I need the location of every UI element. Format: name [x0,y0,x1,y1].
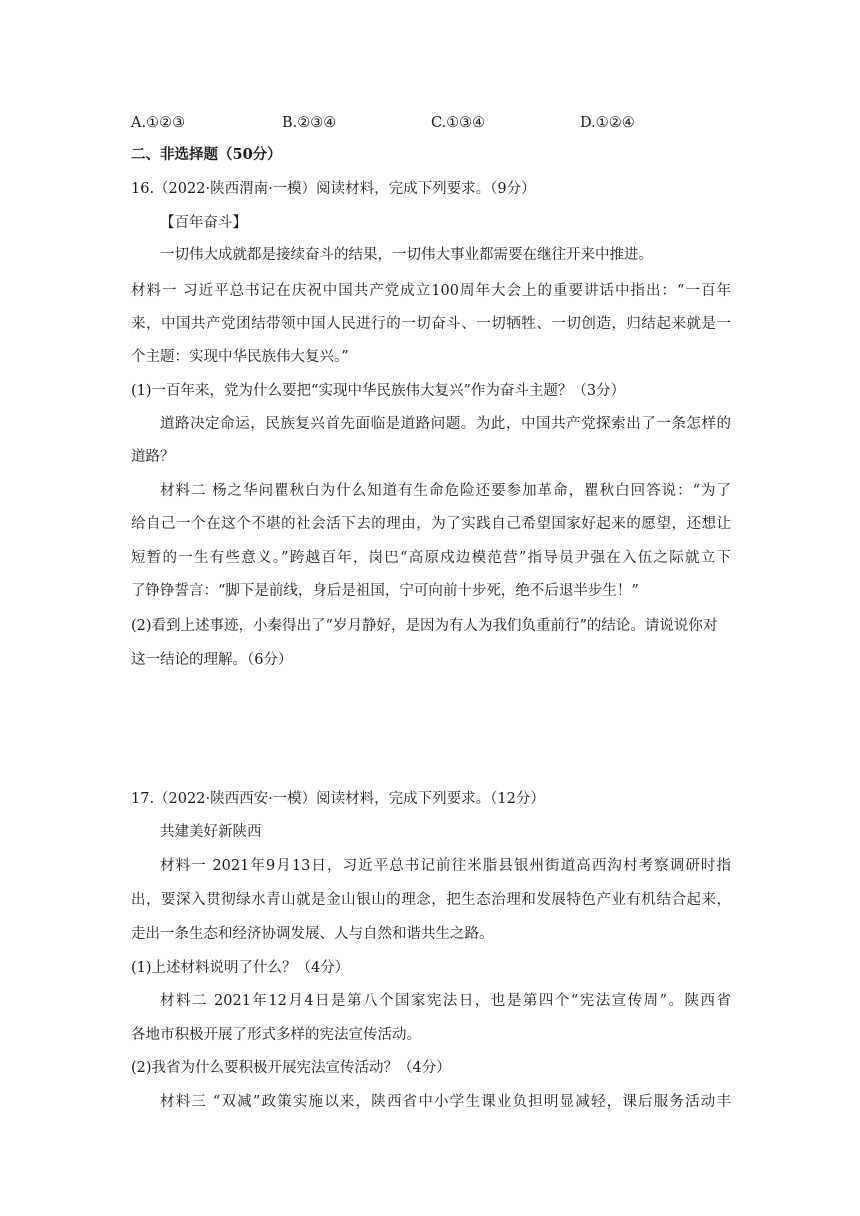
option-c: C.①③④ [431,115,486,131]
q16-material2-line2: 给自己一个在这个不堪的社会活下去的理由，为了实践自己希望国家好起来的愿望，还想让 [131,516,731,532]
q17-material1-line1: 材料一 2021年9月13日，习近平总书记前往米脂县银州街道高西沟村考察调研时指 [160,858,731,874]
option-a: A.①②③ [131,115,186,131]
q17-header: 17.（2022·陕西西安·一模）阅读材料，完成下列要求。（12分） [131,791,545,807]
q16-question2-line1: (2)看到上述事迹，小秦得出了“岁月静好，是因为有人为我们负重前行”的结论。请说说你对 [131,618,718,634]
q16-header: 16.（2022·陕西渭南·一模）阅读材料，完成下列要求。（9分） [131,181,536,197]
q17-material2-line1: 材料二 2021年12月4日是第八个国家宪法日，也是第四个“宪法宣传周”。陕西省 [160,993,731,1009]
q16-question2-line2: 这一结论的理解。（6分） [131,652,293,668]
section-heading: 二、非选择题（50分） [131,146,282,163]
q17-topic: 共建美好新陕西 [160,824,262,840]
q16-road-line2: 道路？ [131,449,175,465]
q17-material1-line3: 走出一条生态和经济协调发展、人与自然和谐共生之路。 [131,926,494,942]
q16-material1-line1: 材料一 习近平总书记在庆祝中国共产党成立100周年大会上的重要讲话中指出：“一百年 [131,283,731,299]
q16-material2-line3: 短暂的一生有些意义。”跨越百年，岗巴“高原戍边模范营”指导员尹强在入伍之际就立下 [131,550,731,566]
q17-question1: (1)上述材料说明了什么？（4分） [131,960,350,976]
q17-material3-line1: 材料三 “双减”政策实施以来，陕西省中小学生课业负担明显减轻，课后服务活动丰 [160,1094,731,1110]
q16-material2-line4: 了铮铮誓言：“脚下是前线，身后是祖国，宁可向前十步死，绝不后退半步生！” [131,583,639,599]
answer-options-row [0,113,860,133]
option-b: B.②③④ [282,115,337,131]
q17-material1-line2: 出，要深入贯彻绿水青山就是金山银山的理念，把生态治理和发展特色产业有机结合起来， [131,892,731,908]
q17-material2-line2: 各地市积极开展了形式多样的宪法宣传活动。 [131,1027,421,1043]
q16-material1-line3: 个主题：实现中华民族伟大复兴。” [131,349,349,365]
q16-intro: 一切伟大成就都是接续奋斗的结果，一切伟大事业都需要在继往开来中推进。 [160,247,653,263]
q16-road-line1: 道路决定命运，民族复兴首先面临是道路问题。为此，中国共产党探索出了一条怎样的 [160,416,731,432]
q16-question1: (1)一百年来，党为什么要把“实现中华民族伟大复兴”作为奋斗主题？（3分） [131,383,626,399]
q17-question2: (2)我省为什么要积极开展宪法宣传活动？（4分） [131,1060,451,1076]
q16-topic: 【百年奋斗】 [160,215,247,231]
option-d: D.①②④ [580,115,635,131]
q16-material1-line2: 来，中国共产党团结带领中国人民进行的一切奋斗、一切牺牲、一切创造，归结起来就是一 [131,316,731,332]
q16-material2-line1: 材料二 杨之华问瞿秋白为什么知道有生命危险还要参加革命，瞿秋白回答说：“为了 [160,483,731,499]
